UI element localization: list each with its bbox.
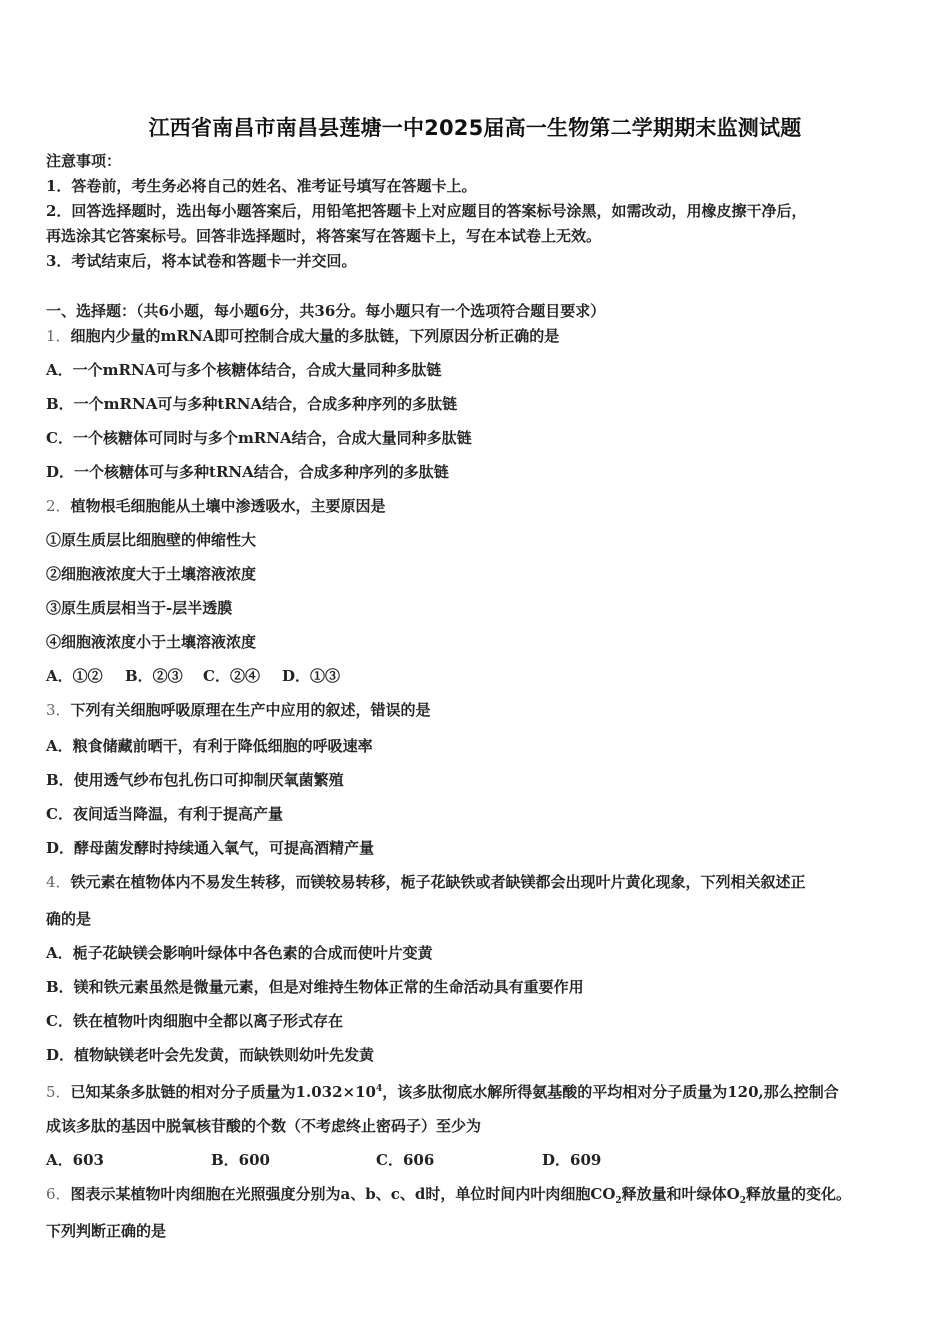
question-number: 3． [46,701,71,719]
question-3-option: C．夜间适当降温，有利于提高产量 [46,805,283,823]
question-2-options [46,666,340,686]
question-3-option: B．使用透气纱布包扎伤口可抑制厌氧菌繁殖 [46,771,344,789]
notice-item: 3．考试结束后，将本试卷和答题卡一并交回。 [46,252,357,270]
question-6-stem [46,1184,851,1211]
question-4-option: B．镁和铁元素虽然是微量元素，但是对维持生物体正常的生命活动具有重要作用 [46,978,584,996]
question-3-stem [46,700,431,720]
question-3-option: D．酵母菌发酵时持续通入氧气，可提高酒精产量 [46,839,375,857]
question-1-option: A．一个mRNA可与多个核糖体结合，合成大量同种多肽链 [46,361,442,379]
question-1-stem [46,326,559,346]
option: B．②③ [125,667,183,685]
question-text: 细胞内少量的mRNA即可控制合成大量的多肽链，下列原因分析正确的是 [70,327,560,345]
question-number: 2． [46,497,71,515]
question-number: 4． [46,873,71,891]
question-text: 下列有关细胞呼吸原理在生产中应用的叙述，错误的是 [70,701,431,719]
question-2-item: ④细胞液浓度小于土壤溶液浓度 [46,633,257,651]
question-text: 植物根毛细胞能从土壤中渗透吸水，主要原因是 [70,497,386,515]
notice-item: 再选涂其它答案标号。回答非选择题时，将答案写在答题卡上，写在本试卷上无效。 [46,227,602,245]
question-4-option: C．铁在植物叶肉细胞中全都以离子形式存在 [46,1012,343,1030]
notice-item: 2．回答选择题时，选出每小题答案后，用铅笔把答题卡上对应题目的答案标号涂黑，如需改动，用橡皮擦干净后， [46,202,807,220]
option: C．606 [376,1151,435,1169]
question-text: 释放量的变化。 [746,1185,852,1203]
question-number: 6． [46,1185,71,1203]
superscript: 4 [375,1084,383,1094]
option: C．②④ [203,667,260,685]
question-5-stem-cont: 成该多肽的基因中脱氧核苷酸的个数（不考虑终止密码子）至少为 [46,1117,482,1135]
question-5-options [46,1150,601,1170]
option: D．609 [542,1151,602,1169]
question-1-option: D．一个核糖体可与多种tRNA结合，合成多种序列的多肽链 [46,463,449,481]
question-text: 铁元素在植物体内不易发生转移，而镁较易转移，栀子花缺铁或者缺镁都会出现叶片黄化现象，下列相关叙述正 [70,873,806,891]
option: D．①③ [282,667,341,685]
page-title: 江西省南昌市南昌县莲塘一中2025届高一生物第二学期期末监测试题 [148,116,802,140]
question-2-stem [46,496,386,516]
question-4-option: A．栀子花缺镁会影响叶绿体中各色素的合成而使叶片变黄 [46,944,433,962]
question-2-item: ①原生质层比细胞壁的伸缩性大 [46,531,257,549]
question-4-stem-cont: 确的是 [46,910,92,928]
question-text: ，该多肽彻底水解所得氨基酸的平均相对分子质量为120,那么控制合 [382,1083,839,1101]
question-1-option: B．一个mRNA可与多种tRNA结合，合成多种序列的多肽链 [46,395,458,413]
option: B．600 [211,1151,270,1169]
question-5-stem [46,1079,839,1102]
question-text: 释放量和叶绿体O [621,1185,740,1203]
option: A．603 [46,1151,104,1169]
notice-item: 1．答卷前，考生务必将自己的姓名、准考证号填写在答题卡上。 [46,177,477,195]
section-heading: 一、选择题：（共6小题，每小题6分，共36分。每小题只有一个选项符合题目要求） [46,302,606,320]
subscript: 2 [739,1196,746,1206]
question-text: 已知某条多肽链的相对分子质量为1.032×10 [70,1083,376,1101]
question-2-item: ③原生质层相当于-层半透膜 [46,599,233,617]
question-number: 1． [46,327,71,345]
question-3-option: A．粮食储藏前晒干，有利于降低细胞的呼吸速率 [46,737,373,755]
question-text: 图表示某植物叶肉细胞在光照强度分别为a、b、c、d时，单位时间内叶肉细胞CO [70,1185,616,1203]
notice-heading: 注意事项： [46,152,122,170]
question-1-option: C．一个核糖体可同时与多个mRNA结合，合成大量同种多肽链 [46,429,472,447]
option: A．①② [46,667,103,685]
question-4-stem [46,872,806,892]
question-4-option: D．植物缺镁老叶会先发黄，而缺铁则幼叶先发黄 [46,1046,375,1064]
subscript: 2 [615,1196,622,1206]
question-2-item: ②细胞液浓度大于土壤溶液浓度 [46,565,257,583]
question-6-stem-cont: 下列判断正确的是 [46,1222,167,1240]
question-number: 5． [46,1083,71,1101]
